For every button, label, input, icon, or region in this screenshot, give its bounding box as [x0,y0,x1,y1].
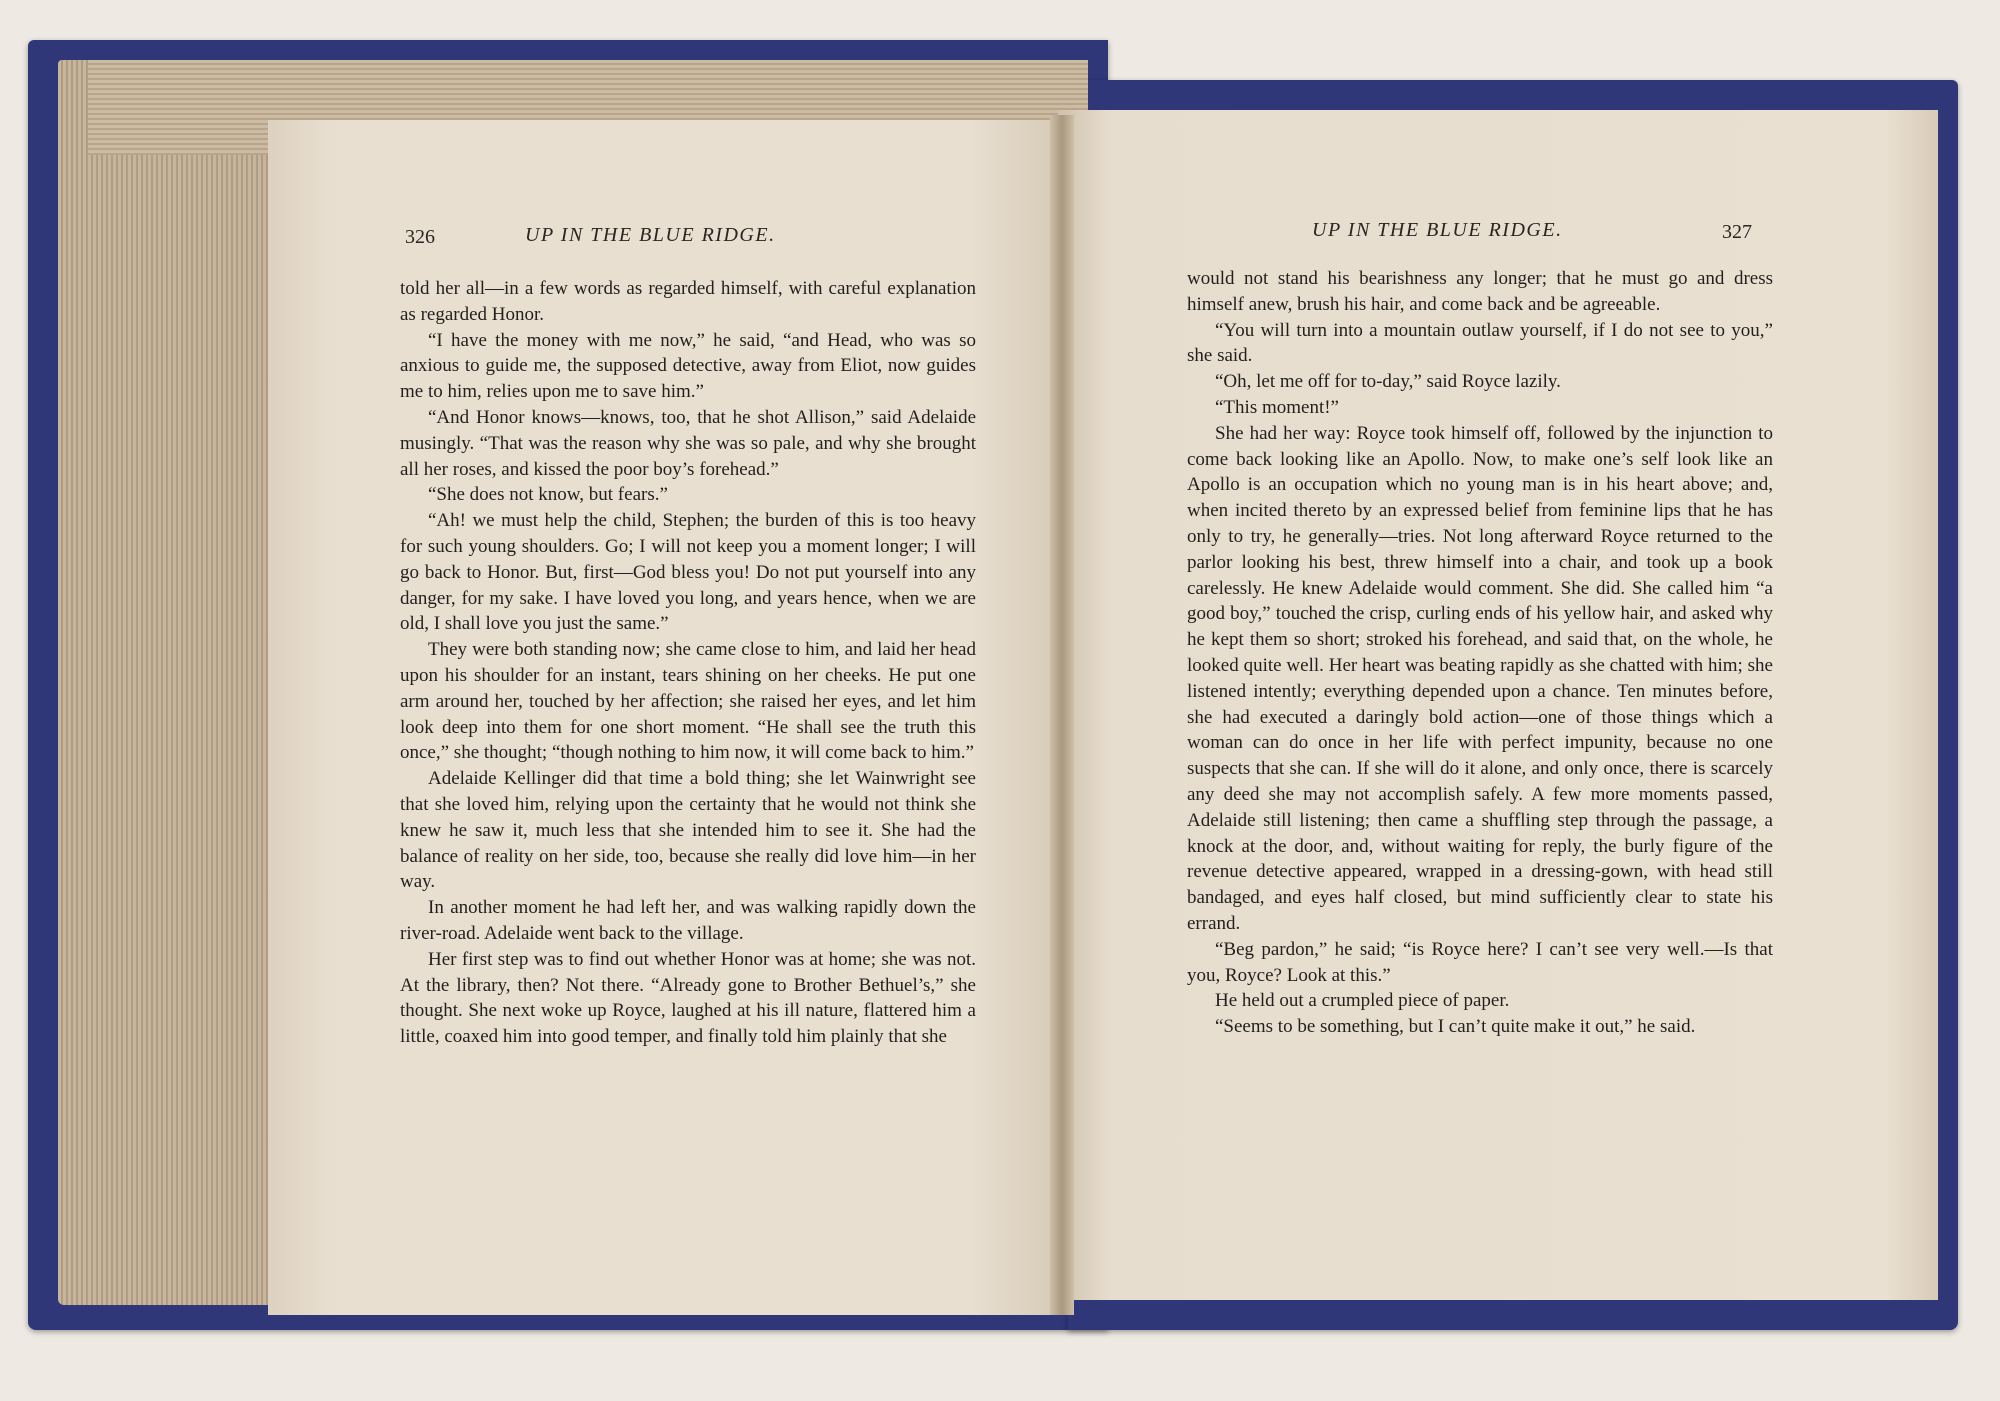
paragraph: She had her way: Royce took himself off, followed by the injunction to come back looking like an Apollo. Now, to make one’s self look like an Apollo is an occupation which no young man is in his heart above; and, when incited thereto by an expressed belief from feminine lips that he has only to try, he generally—tries. Not long afterward Royce returned to the parlor looking his best, threw himself into a chair, and took up a book carelessly. He knew Adelaide would comment. She did. She called him “a good boy,” touched the crisp, curling ends of his yellow hair, and asked why he kept them so short; stroked his forehead, and said that, on the whole, he looked quite well. Her heart was beating rapidly as she chatted with him; she listened intently; everything depended upon a chance. Ten minutes before, she had executed a daringly bold action—one of those things which a woman can do once in her life with perfect impunity, because no one suspects that she can. If she will do it alone, and only once, there is scarcely any deed she may not accomplish safely. A few more moments passed, Adelaide still listening; then came a shuffling step through the passage, a knock at the door, and, without waiting for reply, the burly figure of the revenue detective appeared, wrapped in a dressing-gown, with head still bandaged, and eyes half closed, but mind sufficiently clear to state his errand. [1187,422,1773,934]
paragraph: “She does not know, but fears.” [428,484,668,506]
paragraph: would not stand his bearishness any longer; that he must go and dress himself anew, brush his hair, and come back and be agreeable. [1187,268,1773,315]
book-gutter [1050,115,1074,1315]
paragraph: In another moment he had left her, and was walking rapidly down the river-road. Adelaide went back to the village. [400,897,976,944]
left-page-number: 326 [405,226,435,248]
paragraph: “Oh, let me off for to-day,” said Royce lazily. [1215,371,1561,393]
left-running-head: UP IN THE BLUE RIDGE. [525,224,776,246]
paragraph: told her all—in a few words as regarded himself, with careful explanation as regarded Honor. [400,278,976,325]
right-page-text [1187,266,1773,1040]
paragraph: “This moment!” [1215,396,1339,418]
paragraph: Adelaide Kellinger did that time a bold thing; she let Wainwright see that she loved him, relying upon the certainty that he would not think she knew he saw it, much less that she intended him to see it. She had the balance of reality on her side, too, because she really did love him—in her way. [400,768,976,893]
paragraph: “You will turn into a mountain outlaw yourself, if I do not see to you,” she said. [1187,319,1773,367]
paragraph: They were both standing now; she came close to him, and laid her head upon his shoulder for an instant, tears shining on her cheeks. He put one arm around her, touched by her affection; she raised her eyes, and let him look deep into them for one short moment. “He shall see the truth this once,” she thought; “though nothing to him now, it will come back to him.” [400,639,976,764]
paragraph: “Beg pardon,” he said; “is Royce here? I can’t see very well.—Is that you, Royce? Look at this.” [1187,938,1773,986]
paragraph: “I have the money with me now,” he said, “and Head, who was so anxious to guide me, the supposed detective, away from Eliot, now guides me to him, relies upon me to save him.” [400,329,976,403]
paragraph: Her first step was to find out whether Honor was at home; she was not. At the library, then? Not there. “Already gone to Brother Bethuel’s,” she thought. She next woke up Royce, laughed at his ill nature, flattered him a little, coaxed him into good temper, and finally told him plainly that she [400,948,976,1048]
paragraph: “And Honor knows—knows, too, that he shot Allison,” said Adelaide musingly. “That was the reason why she was so pale, and why she brought all her roses, and kissed the poor boy’s forehead.” [400,406,976,480]
left-page-text [400,276,976,1050]
paragraph: He held out a crumpled piece of paper. [1215,990,1510,1012]
paragraph: “Ah! we must help the child, Stephen; the burden of this is too heavy for such young shoulders. Go; I will not keep you a moment longer; I will go back to Honor. But, first—God bless you! Do not put yourself into any danger, for my sake. I have loved you long, and years hence, when we are old, I shall love you just the same.” [400,510,976,635]
right-running-head: UP IN THE BLUE RIDGE. [1312,219,1563,241]
right-page-number: 327 [1722,221,1752,243]
paragraph: “Seems to be something, but I can’t quite make it out,” he said. [1215,1016,1696,1038]
